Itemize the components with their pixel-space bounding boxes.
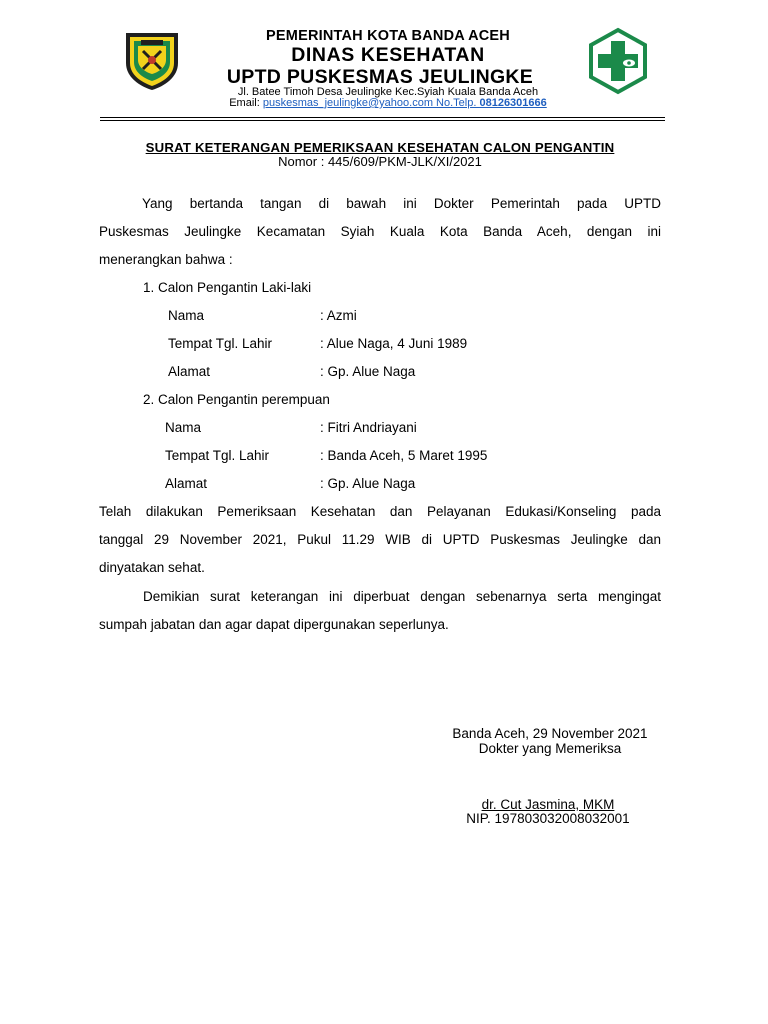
bride-name-label: Nama xyxy=(165,420,202,435)
email-label: Email: xyxy=(229,97,263,109)
document-title: SURAT KETERANGAN PEMERIKSAAN KESEHATAN CALON PENGANTIN xyxy=(145,140,615,155)
closing-line-2: sumpah jabatan dan agar dapat dipergunakan seperlunya. xyxy=(99,617,449,632)
exam-line-3: dinyatakan sehat. xyxy=(99,560,205,575)
groom-address-label: Alamat xyxy=(168,364,211,379)
letterhead-divider-thick xyxy=(100,117,665,118)
groom-heading: 1. Calon Pengantin Laki-laki xyxy=(143,280,312,295)
letterhead-government: PEMERINTAH KOTA BANDA ACEH xyxy=(266,28,510,44)
phone-label: No.Telp. xyxy=(433,97,480,109)
signer-nip: NIP. 197803032008032001 xyxy=(466,811,630,826)
bride-birth-value: : Banda Aceh, 5 Maret 1995 xyxy=(320,448,488,463)
groom-address-value: : Gp. Alue Naga xyxy=(320,364,416,379)
email-link[interactable]: puskesmas_jeulingke@yahoo.com xyxy=(262,97,433,109)
intro-line-2: Puskesmas Jeulingke Kecamatan Syiah Kuala Kota Banda Aceh, dengan ini xyxy=(99,224,661,239)
document-number: Nomor : 445/609/PKM-JLK/XI/2021 xyxy=(278,154,482,169)
bride-heading: 2. Calon Pengantin perempuan xyxy=(143,392,330,407)
letterhead-department: DINAS KESEHATAN xyxy=(291,44,485,66)
phone-number[interactable]: 08126301666 xyxy=(479,97,547,109)
bride-address-value: : Gp. Alue Naga xyxy=(320,476,416,491)
letterhead-contact xyxy=(0,97,768,109)
signer-name xyxy=(418,797,678,812)
bride-address-label: Alamat xyxy=(165,476,208,491)
groom-name-label: Nama xyxy=(168,308,205,323)
bride-name-value: : Fitri Andriayani xyxy=(320,420,417,435)
signature-role: Dokter yang Memeriksa xyxy=(478,741,622,756)
exam-line-1: Telah dilakukan Pemeriksaan Kesehatan dan Pelayanan Edukasi/Konseling pada xyxy=(99,504,661,519)
groom-birth-value: : Alue Naga, 4 Juni 1989 xyxy=(320,336,468,351)
closing-line-1: Demikian surat keterangan ini diperbuat dengan sebenarnya serta mengingat xyxy=(143,589,661,604)
intro-line-3: menerangkan bahwa : xyxy=(99,252,233,267)
letterhead-institution: UPTD PUSKESMAS JEULINGKE xyxy=(226,66,534,88)
letterhead-address: Jl. Batee Timoh Desa Jeulingke Kec.Syiah Kuala Banda Aceh xyxy=(237,86,539,98)
groom-birth-label: Tempat Tgl. Lahir xyxy=(168,336,273,351)
bride-birth-label: Tempat Tgl. Lahir xyxy=(165,448,270,463)
exam-line-2: tanggal 29 November 2021, Pukul 11.29 WIB di UPTD Puskesmas Jeulingke dan xyxy=(99,532,661,547)
signature-place-date: Banda Aceh, 29 November 2021 xyxy=(452,726,648,741)
groom-name-value: : Azmi xyxy=(320,308,357,323)
letterhead-divider-thin xyxy=(100,120,665,121)
signer-name-text: dr. Cut Jasmina, MKM xyxy=(481,797,615,812)
intro-line-1: Yang bertanda tangan di bawah ini Dokter Pemerintah pada UPTD xyxy=(142,196,661,211)
